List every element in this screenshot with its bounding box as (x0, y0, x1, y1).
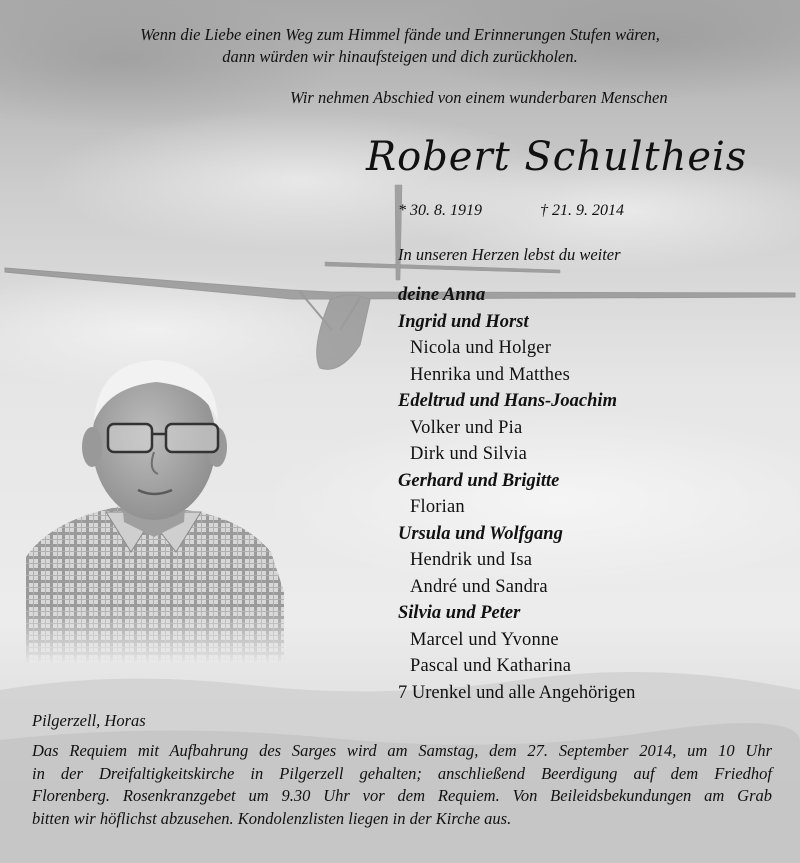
family-name-secondary: Hendrik und Isa (410, 550, 533, 570)
notice-line: bitten wir höflichst abzusehen. Kondolenzlisten liegen in der Kirche aus. (32, 808, 512, 828)
death-date: † 21. 9. 2014 (540, 202, 624, 219)
portrait-photo (26, 352, 284, 662)
notice-line: Florenberg. Rosenkranzgebet um 9.30 Uhr vor dem Requiem. Von Beileidsbekundungen am Grab (32, 786, 772, 805)
family-name-secondary: Marcel und Yvonne (410, 629, 559, 650)
family-name-primary: Ursula und Wolfgang (398, 523, 563, 544)
notice-line: in der Dreifaltigkeitskirche in Pilgerzell gehalten; anschließend Beerdigung auf dem Friedhof (32, 763, 772, 783)
poem-line-1: Wenn die Liebe einen Weg zum Himmel fände und Erinnerungen Stufen wären, (140, 25, 660, 44)
family-name-primary: Gerhard und Brigitte (398, 470, 560, 491)
family-name-secondary: Florian (410, 497, 465, 517)
family-name-primary: Edeltrud und Hans-Joachim (398, 391, 617, 411)
farewell-line: Wir nehmen Abschied von einem wunderbaren Menschen (290, 88, 668, 107)
family-name-secondary: Nicola und Holger (410, 338, 552, 358)
funeral-notice (32, 740, 772, 830)
deceased-name: Robert Schultheis (366, 134, 748, 180)
birth-date: * 30. 8. 1919 (398, 202, 482, 219)
family-list (398, 282, 793, 706)
family-closing-line: 7 Urenkel und alle Angehörigen (398, 682, 636, 703)
place-line: Pilgerzell, Horas (32, 711, 146, 730)
family-name-primary: Silvia und Peter (398, 603, 521, 623)
family-name-secondary: Volker und Pia (410, 417, 523, 438)
family-name-primary: deine Anna (398, 285, 486, 305)
family-name-secondary: André und Sandra (410, 576, 548, 597)
family-name-primary: Ingrid und Horst (398, 311, 529, 332)
notice-line: Das Requiem mit Aufbahrung des Sarges wird am Samstag, dem 27. September 2014, um 10 Uhr (32, 741, 772, 760)
family-name-secondary: Henrika und Matthes (410, 364, 570, 385)
poem-line-2: dann würden wir hinaufsteigen und dich zurückholen. (222, 47, 578, 66)
tagline: In unseren Herzen lebst du weiter (398, 245, 621, 264)
family-name-secondary: Pascal und Katharina (410, 656, 572, 676)
family-name-secondary: Dirk und Silvia (410, 444, 528, 464)
